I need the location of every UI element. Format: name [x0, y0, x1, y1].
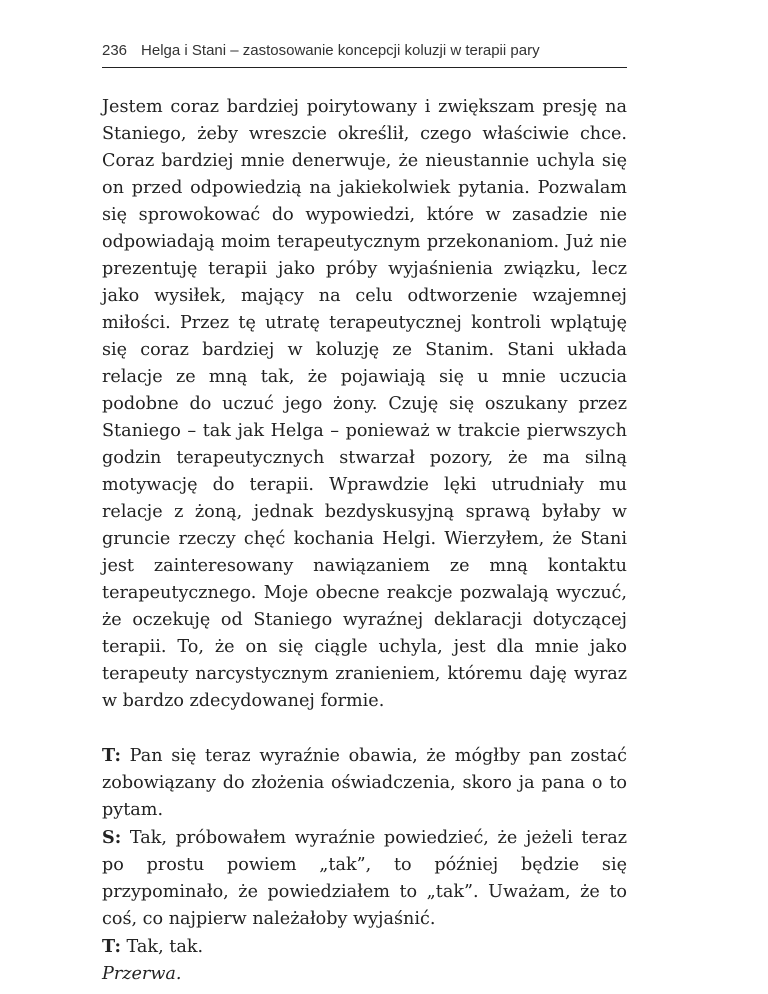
dialogue-text: Tak, tak. [120, 937, 204, 957]
dialogue-line-therapist-2 [102, 933, 627, 961]
speaker-label: T: [102, 936, 121, 957]
page-body [102, 94, 627, 988]
speaker-label: S: [102, 827, 122, 848]
stage-direction: Przerwa. [102, 964, 182, 984]
page-number: 236 [102, 42, 128, 59]
dialogue-text: Tak, próbowałem wyraźnie powiedzieć, że jeżeli teraz po prostu powiem „tak”, to później będzie się przypominało, że powiedziałem to „tak”. Uważam, że to coś, co najpierw należałoby wyjaśnić. [102, 828, 627, 929]
speaker-label: T: [102, 745, 121, 766]
running-title: Helga i Stani – zastosowanie koncepcji koluzji w terapii pary [141, 42, 540, 59]
running-header [102, 40, 627, 68]
dialogue-block [102, 742, 627, 988]
dialogue-line-therapist-1 [102, 742, 627, 824]
dialogue-text: Pan się teraz wyraźnie obawia, że mógłby pan zostać zobowiązany do złożenia oświadczenia, skoro ja pana o to pytam. [102, 746, 627, 820]
dialogue-line-stani [102, 824, 627, 933]
narrative-paragraph: Jestem coraz bardziej poirytowany i zwiększam presję na Staniego, żeby wreszcie określił, czego właściwie chce. Coraz bardziej mnie denerwuje, że nieustannie uchyla się on przed odpowiedzią na jakiekolwiek pytania. Pozwalam się sprowokować do wypowiedzi, które w zasadzie nie odpowiadają moim terapeutycznym przekonaniom. Już nie prezentuję terapii jako próby wyjaśnienia związku, lecz jako wysiłek, mający na celu odtworzenie wzajemnej miłości. Przez tę utratę terapeutycznej kontroli wplątuję się coraz bardziej w koluzję ze Stanim. Stani układa relacje ze mną tak, że pojawiają się u mnie uczucia podobne do uczuć jego żony. Czuję się oszukany przez Staniego – tak jak Helga – ponieważ w trakcie pierwszych godzin terapeutycznych stwarzał pozory, że ma silną motywację do terapii. Wprawdzie lęki utrudniały mu relacje z żoną, jednak bezdyskusyjną sprawą byłaby w gruncie rzeczy chęć kochania Helgi. Wierzyłem, że Stani jest zainteresowany nawiązaniem ze mną kontaktu terapeutycznego. Moje obecne reakcje pozwalają wyczuć, że oczekuję od Staniego wyraźnej deklaracji dotyczącej terapii. To, że on się ciągle uchyla, jest dla mnie jako terapeuty narcystycznym zranieniem, któremu daję wyraz w bardzo zdecydowanej formie. [102, 97, 627, 711]
